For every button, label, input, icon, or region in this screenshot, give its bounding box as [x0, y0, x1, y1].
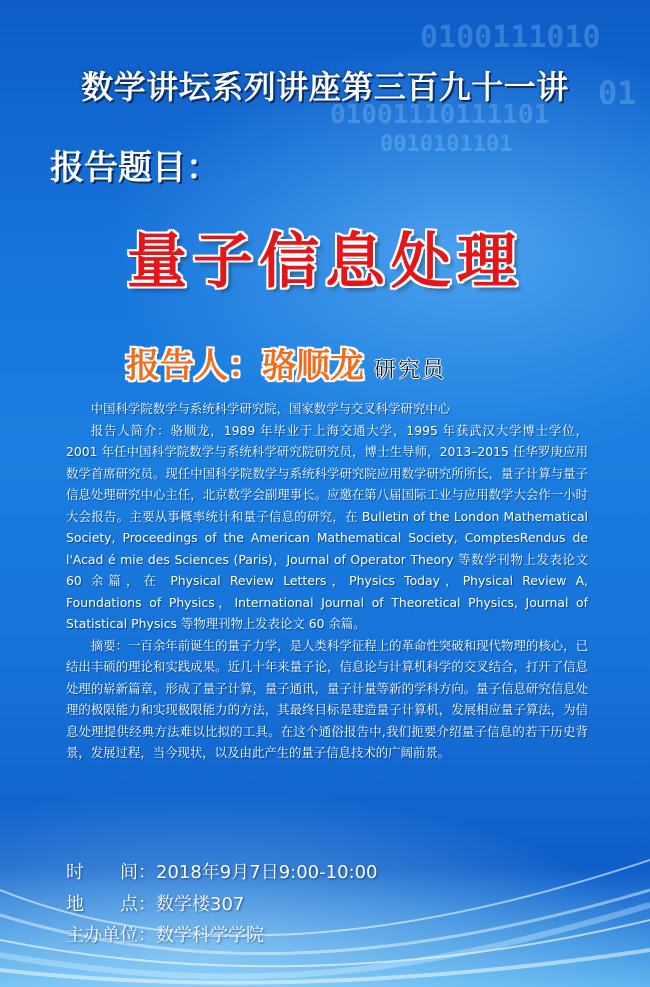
host-row	[66, 921, 264, 947]
body-text	[66, 398, 588, 764]
place-label: 地 点：	[66, 894, 156, 915]
host-value: 数学科学学院	[156, 925, 264, 946]
time-row	[66, 858, 378, 884]
place-row	[66, 890, 244, 916]
place-value: 数学楼307	[156, 894, 245, 915]
speaker-name: 骆顺龙	[262, 346, 364, 386]
talk-title: 量子信息处理	[127, 227, 523, 297]
decorative-binary-text: 0100111010	[420, 20, 601, 55]
decorative-binary-text: 01001110111101	[330, 100, 550, 130]
speaker-bio: 报告人简介：骆顺龙，1989 年毕业于上海交通大学，1995 年获武汉大学博士学位，2001 年任中国科学院数学与系统科学研究院研究员，博士生导师，2013–2015 任华罗庚应用数学首席研究员。现任中国科学院数学与系统科学研究院应用数学研究所所长，量子计算与量子信息处理研究中心主任，北京数学会副理事长。应邀在第八届国际工业与应用数学大会作一小时大会报告。主要从事概率统计和量子信息的研究，在 Bulletin of the London Mathematical Society, Proceedings of the American Mathematical Society, ComptesRendus de l'Acad é mie des Sciences (Paris)，Journal of Operator Theory 等数学刊物上发表论文 60 余篇，在 Physical Review Letters，Physics Today，Physical Review A, Foundations of Physics，International Journal of Theoretical Physics, Journal of Statistical Physics 等物理刊物上发表论文 60 余篇。	[66, 422, 588, 631]
series-title: 数学讲坛系列讲座第三百九十一讲	[81, 68, 569, 106]
host-label: 主办单位：	[66, 925, 156, 946]
decorative-binary-text: 0010101101	[380, 132, 513, 157]
talk-abstract: 摘要：一百余年前诞生的量子力学，是人类科学征程上的革命性突破和现代物理的核心，已结出丰硕的理论和实践成果。近几十年来量子论，信息论与计算机科学的交叉结合，打开了信息处理的崭新篇章，形成了量子计算，量子通讯，量子计量等新的学科方向。量子信息研究信息处理的极限能力和实现极限能力的方法，其最终目标是建造量子计算机，发展相应量子算法，为信息处理提供经典方法难以比拟的工具。在这个通俗报告中,我们扼要介绍量子信息的若干历史背景，发展过程，当今现状，以及由此产生的量子信息技术的广阔前景。	[66, 637, 588, 760]
decorative-binary-text: 01	[598, 74, 637, 112]
speaker-label: 报告人：	[126, 346, 262, 386]
speaker-affiliation: 中国科学院数学与系统科学研究院，国家数学与交叉科学研究中心	[90, 401, 451, 416]
time-label: 时 间：	[66, 862, 156, 883]
time-value: 2018年9月7日9:00-10:00	[156, 862, 378, 883]
speaker-line	[126, 338, 446, 387]
speaker-rank: 研究员	[374, 358, 447, 383]
topic-label: 报告题目：	[50, 148, 220, 188]
